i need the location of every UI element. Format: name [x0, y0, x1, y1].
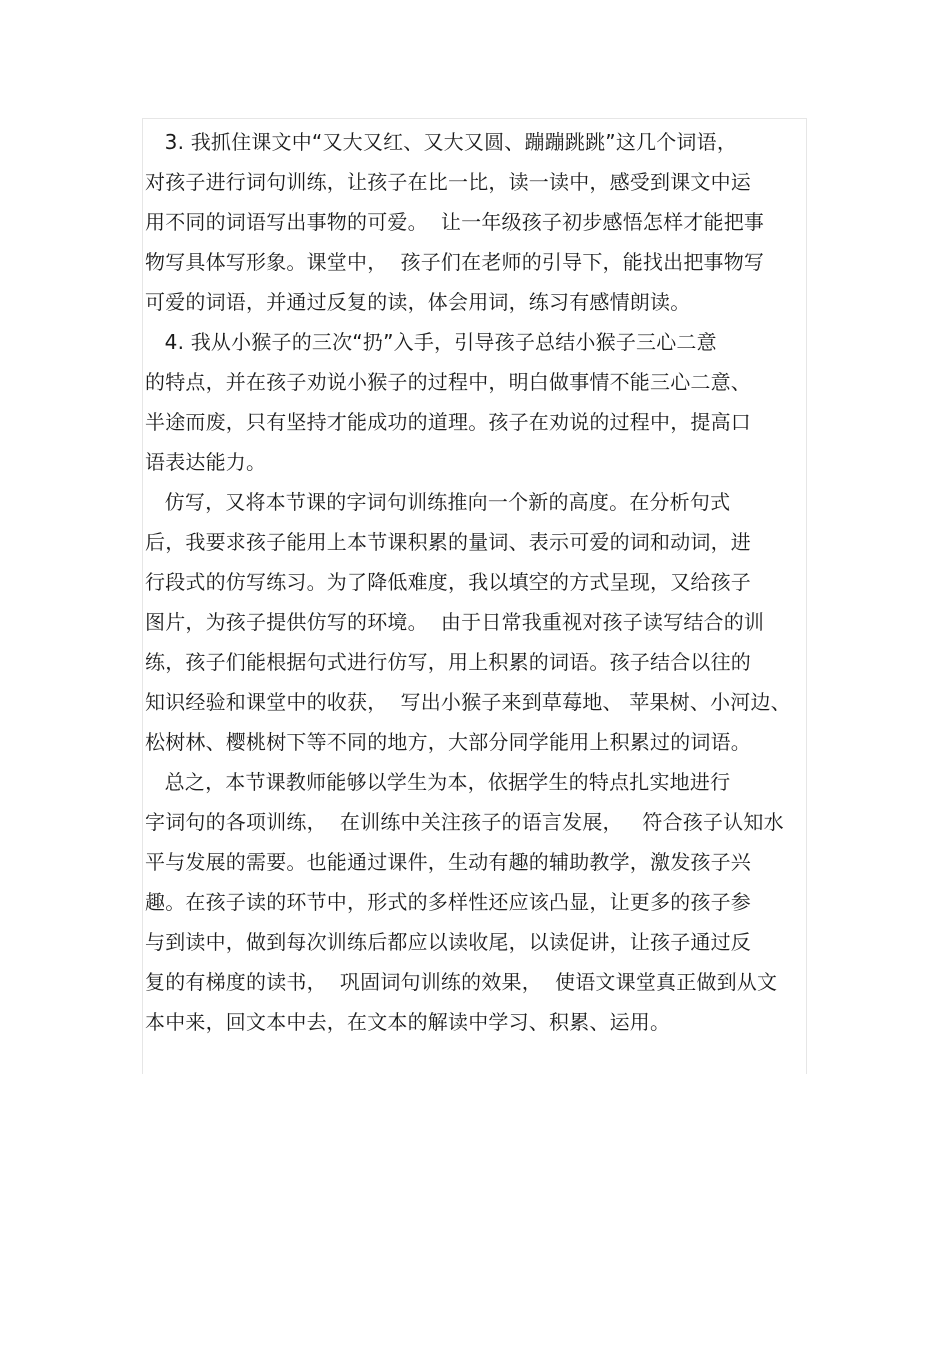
text-line: 3. 我抓住课文中“又大又红、又大又圆、蹦蹦跳跳”这几个词语，	[145, 130, 738, 154]
document-body	[145, 122, 815, 1042]
text-line: 趣。在孩子读的环节中，形式的多样性还应该凸显，让更多的孩子参	[145, 890, 751, 914]
text-line: 总之，本节课教师能够以学生为本，依据学生的特点扎实地进行	[145, 770, 731, 794]
text-line: 行段式的仿写练习。为了降低难度，我以填空的方式呈现，又给孩子	[145, 570, 751, 594]
text-line: 对孩子进行词句训练，让孩子在比一比，读一读中，感受到课文中运	[145, 170, 751, 194]
text-line: 语表达能力。	[145, 450, 267, 474]
text-line: 与到读中，做到每次训练后都应以读收尾，以读促讲，让孩子通过反	[145, 930, 751, 954]
text-line: 可爱的词语，并通过反复的读，体会用词，练习有感情朗读。	[145, 290, 691, 314]
text-line: 松树林、樱桃树下等不同的地方，大部分同学能用上积累过的词语。	[145, 730, 751, 754]
text-line: 4. 我从小猴子的三次“扔”入手，引导孩子总结小猴子三心二意	[145, 330, 717, 354]
text-line: 平与发展的需要。也能通过课件，生动有趣的辅助教学，激发孩子兴	[145, 850, 751, 874]
text-line: 本中来，回文本中去，在文本的解读中学习、积累、运用。	[145, 1010, 671, 1034]
text-line: 仿写，又将本节课的字词句训练推向一个新的高度。在分析句式	[145, 490, 731, 514]
text-line: 字词句的各项训练， 在训练中关注孩子的语言发展， 符合孩子认知水	[145, 810, 784, 834]
text-line: 物写具体写形象。课堂中， 孩子们在老师的引导下，能找出把事物写	[145, 250, 765, 274]
text-line: 用不同的词语写出事物的可爱。 让一年级孩子初步感悟怎样才能把事	[145, 210, 765, 234]
text-line: 知识经验和课堂中的收获， 写出小猴子来到草莓地、 苹果树、小河边、	[145, 690, 791, 714]
text-line: 半途而废，只有坚持才能成功的道理。孩子在劝说的过程中，提高口	[145, 410, 751, 434]
text-line: 的特点，并在孩子劝说小猴子的过程中，明白做事情不能三心二意、	[145, 370, 751, 394]
text-line: 练，孩子们能根据句式进行仿写，用上积累的词语。孩子结合以往的	[145, 650, 751, 674]
text-line: 后，我要求孩子能用上本节课积累的量词、表示可爱的词和动词，进	[145, 530, 751, 554]
text-line: 复的有梯度的读书， 巩固词句训练的效果， 使语文课堂真正做到从文	[145, 970, 778, 994]
text-line: 图片，为孩子提供仿写的环境。 由于日常我重视对孩子读写结合的训	[145, 610, 765, 634]
